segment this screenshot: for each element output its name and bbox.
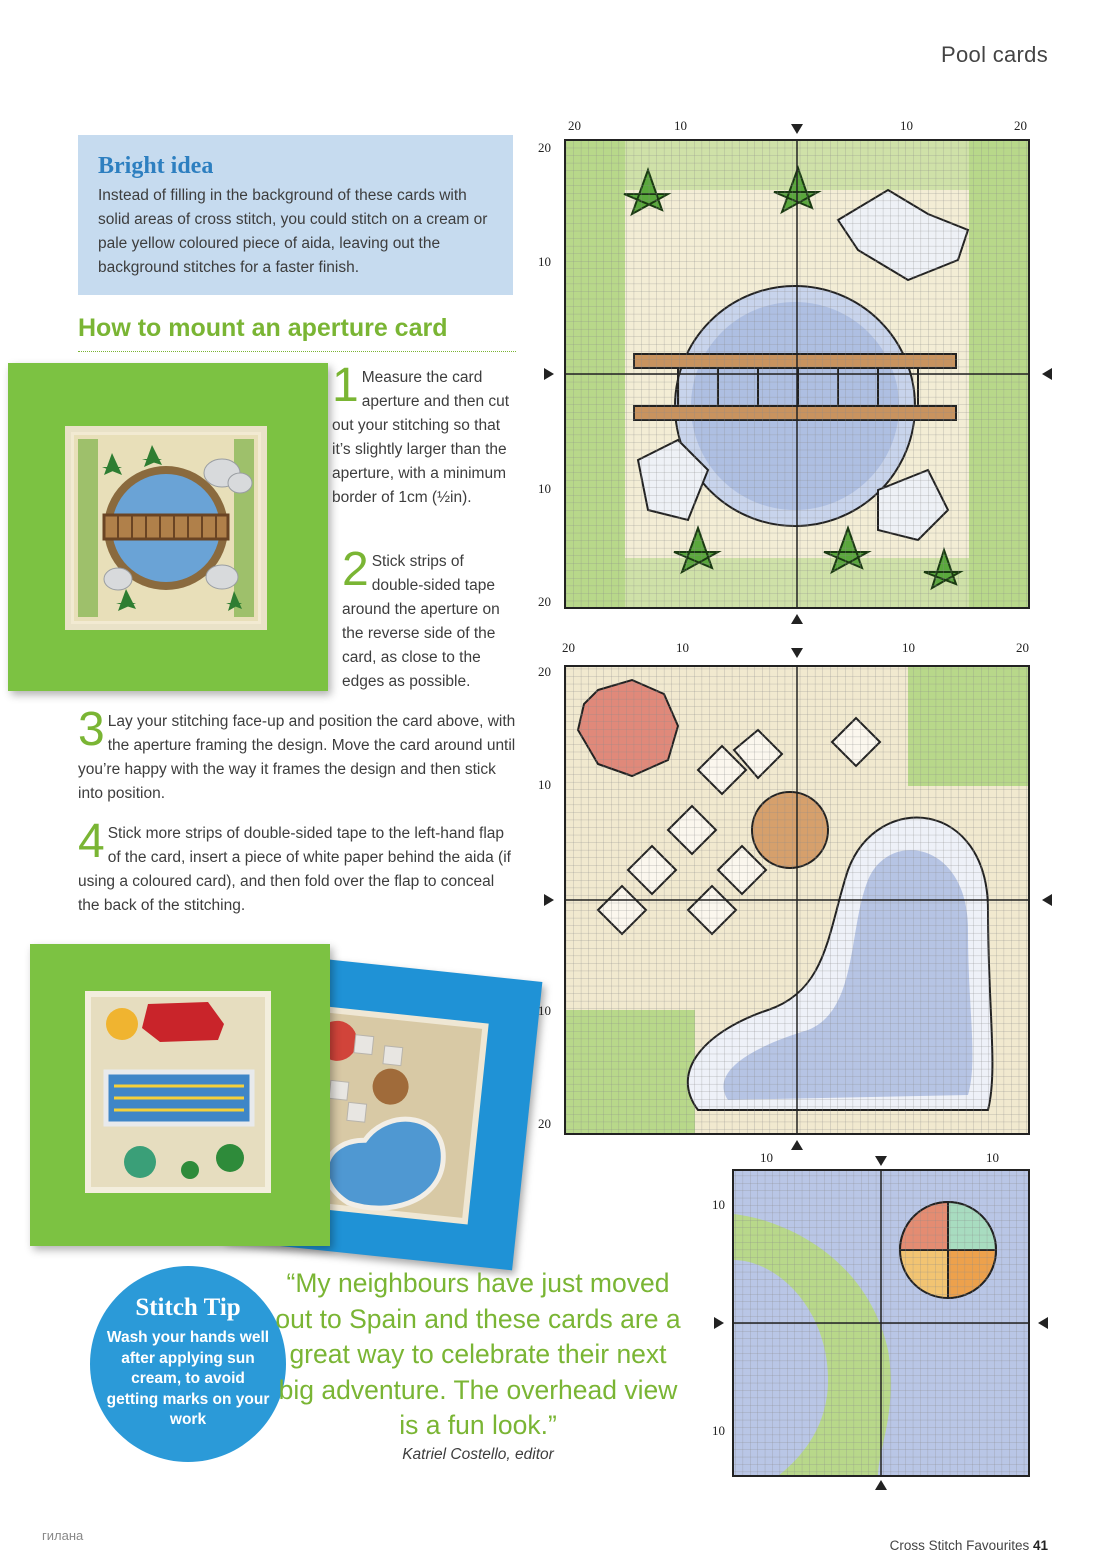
chart-1 (538, 118, 1052, 624)
step-2-number: 2 (342, 543, 369, 596)
chart-2-left-label-4: 20 (538, 1116, 551, 1131)
section-title: Pool cards (941, 42, 1048, 67)
step-1-number: 1 (332, 359, 359, 412)
chart-1-left-label-4: 20 (538, 594, 551, 609)
chart-2-center-marker-bottom (791, 1140, 803, 1150)
chart-2-left-label-2: 10 (538, 777, 551, 792)
step-3-text: Lay your stitching face-up and position the card above, with the aperture framing the design. Move the card around until you’re happy with the way it frames the design and then stick into position. (78, 713, 516, 802)
step-1 (332, 359, 517, 510)
editor-quote: “My neighbours have just moved out to Spain and these cards are a great way to celebrate their next big adventure. The overhead view is a fun look.” (275, 1268, 681, 1440)
step-4-text: Stick more strips of double-sided tape to the left-hand flap of the card, insert a piece of white paper behind the aida (if using a coloured card), and then fold over the flap to conceal the back of the stitching. (78, 825, 511, 914)
chart-3 (712, 1150, 1048, 1490)
lap-pool-stitch-image (30, 944, 330, 1246)
chart-3-center-marker-top (875, 1156, 887, 1166)
chart-1-top-label-2: 10 (674, 118, 687, 133)
chart-1-center-marker-bottom (791, 614, 803, 624)
step-2-text: Stick strips of double-sided tape around the aperture on the reverse side of the card, as close to the edges as possible. (342, 553, 500, 690)
chart-2-center-marker-left (544, 894, 554, 906)
magazine-name: Cross Stitch Favourites (889, 1538, 1030, 1553)
step-4 (78, 815, 516, 918)
quote-attribution: Katriel Costello, editor (402, 1446, 554, 1463)
chart-1-center-marker-top (791, 124, 803, 134)
chart-3-left-label-1: 10 (712, 1197, 725, 1212)
bright-idea-text: Instead of filling in the background of these cards with solid areas of cross stitch, you could stitch on a cream or pale yellow coloured piece of aida, leaving out the background stitches for a faster finish. (98, 187, 488, 276)
chart-2-left-label-1: 20 (538, 664, 551, 679)
chart-3-center-marker-bottom (875, 1480, 887, 1490)
step-3 (78, 703, 516, 806)
chart-2-top-label-3: 10 (902, 640, 915, 655)
chart-2 (538, 640, 1052, 1150)
chart-1-left-label-3: 10 (538, 481, 551, 496)
watermark: гилана (42, 1528, 84, 1543)
bright-idea-box (78, 135, 513, 295)
chart-1-top-label-3: 10 (900, 118, 913, 133)
chart-2-left-label-3: 10 (538, 1003, 551, 1018)
chart-2-center-marker-right (1042, 894, 1052, 906)
step-2 (342, 543, 517, 694)
chart-2-top-label-1: 20 (562, 640, 575, 655)
bright-idea-heading: Bright idea (98, 153, 214, 179)
chart-2-top-label-2: 10 (676, 640, 689, 655)
stitch-tip-heading: Stitch Tip (135, 1294, 241, 1321)
chart-3-center-marker-left (714, 1317, 724, 1329)
howto-divider (78, 351, 516, 352)
chart-1-left-label-1: 20 (538, 140, 551, 155)
chart-3-top-label-1: 10 (760, 1150, 773, 1165)
step-1-text: Measure the card aperture and then cut out your stitching so that it’s slightly larger than the aperture, with a minimum border of 1cm (½in). (332, 369, 510, 506)
chart-1-left-label-2: 10 (538, 254, 551, 269)
chart-2-top-label-4: 20 (1016, 640, 1029, 655)
step-4-number: 4 (78, 815, 105, 868)
cross-stitch-charts (528, 110, 1080, 1490)
stitch-tip-badge (90, 1266, 286, 1462)
step-3-number: 3 (78, 703, 105, 756)
chart-1-center-marker-right (1042, 368, 1052, 380)
pond-stitch-image (8, 363, 328, 691)
stitch-tip-text: Wash your hands well after applying sun cream, to avoid getting marks on your work (106, 1329, 270, 1428)
aperture-card-photo (8, 363, 328, 691)
chart-3-center-marker-right (1038, 1317, 1048, 1329)
chart-3-left-label-2: 10 (712, 1423, 725, 1438)
chart-1-top-label-1: 20 (568, 118, 581, 133)
chart-3-top-label-2: 10 (986, 1150, 999, 1165)
page-number: 41 (1032, 1538, 1048, 1553)
chart-1-top-label-4: 20 (1014, 118, 1027, 133)
page-footer (890, 1538, 1048, 1553)
chart-1-center-marker-left (544, 368, 554, 380)
howto-heading: How to mount an aperture card (78, 314, 448, 342)
chart-2-center-marker-top (791, 648, 803, 658)
green-card-photo (30, 944, 330, 1246)
